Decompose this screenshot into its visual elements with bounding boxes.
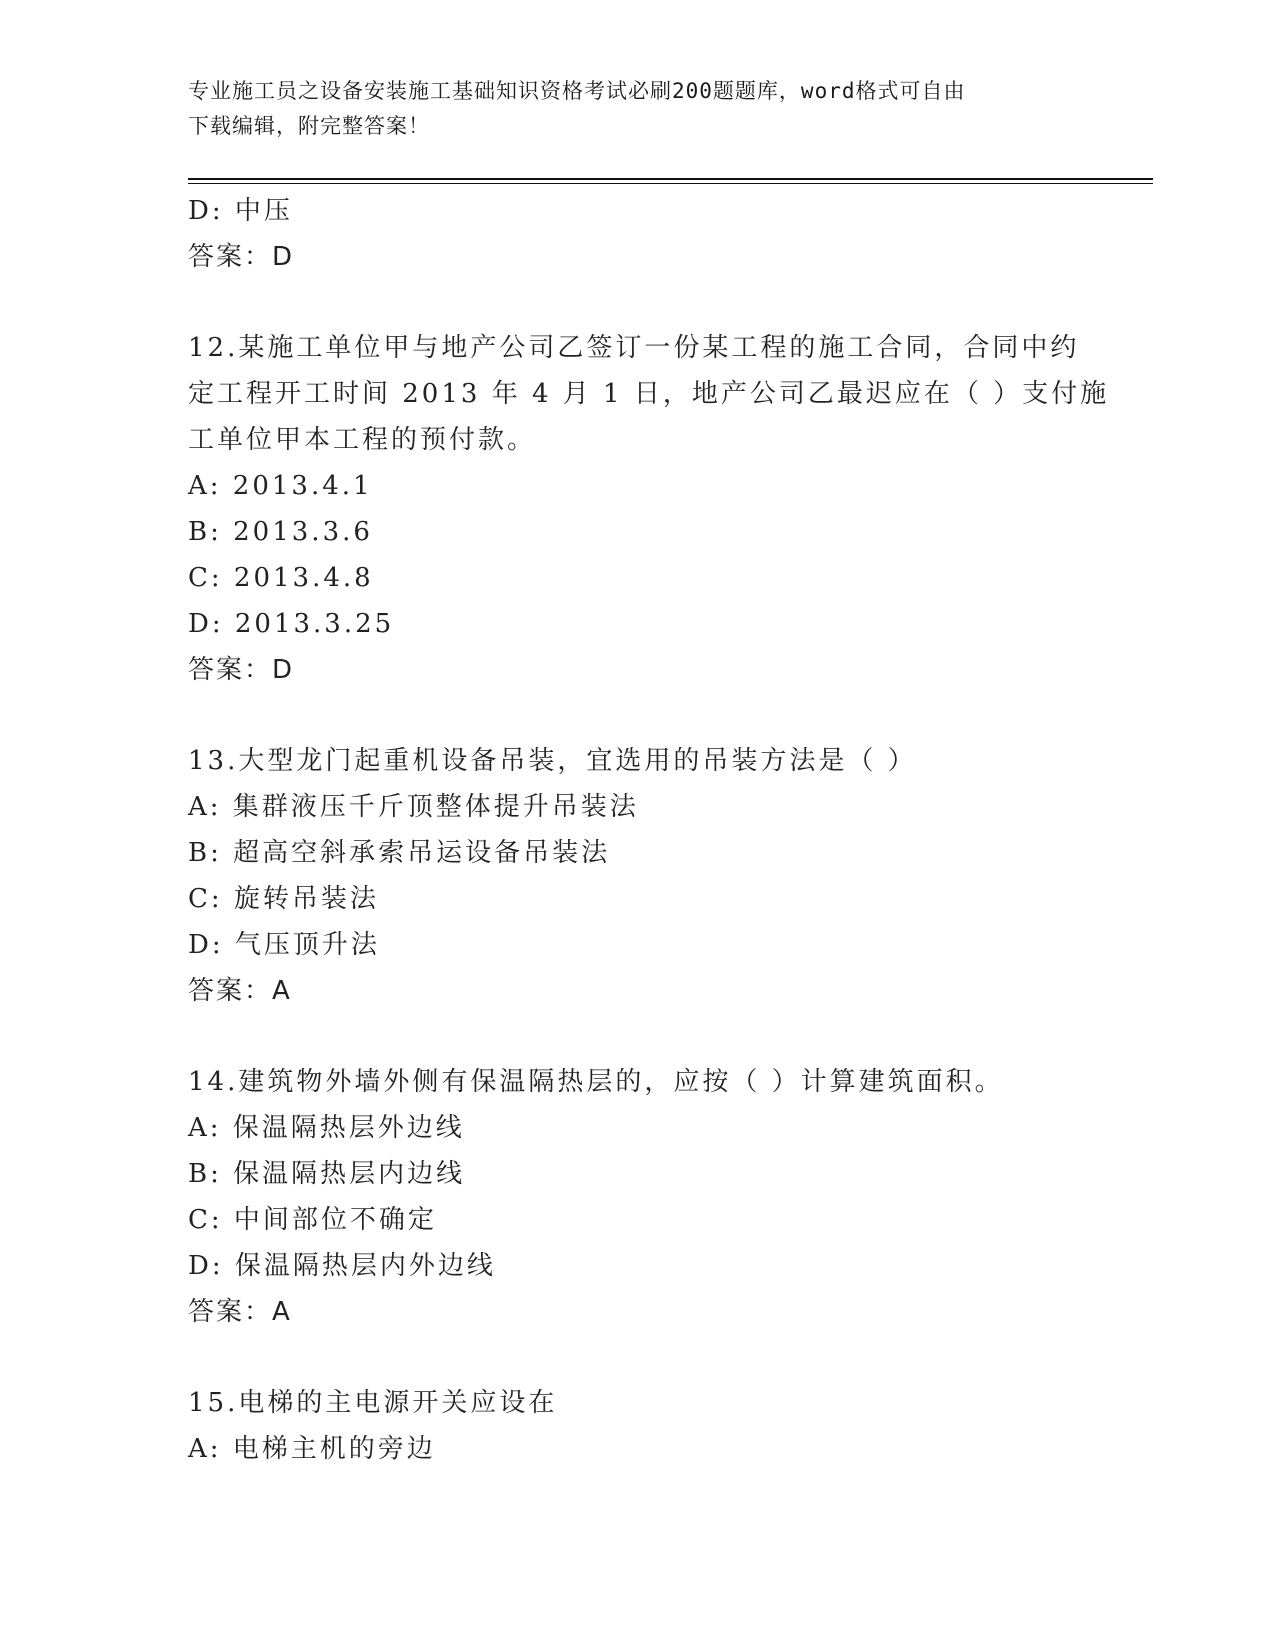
- document-header: [188, 74, 1088, 144]
- question-block-12: [188, 325, 1110, 693]
- spacer: [188, 280, 1088, 325]
- question-stem: 工单位甲本工程的预付款。: [188, 425, 537, 455]
- question-stem: 15.电梯的主电源开关应设在: [188, 1388, 558, 1418]
- option-a: A: 2013.4.1: [188, 471, 373, 501]
- header-title-line-1: 专业施工员之设备安装施工基础知识资格考试必刷200题题库，word格式可自由: [188, 79, 966, 103]
- question-block-15: [188, 1380, 1088, 1472]
- option-b: B: 保温隔热层内边线: [188, 1159, 466, 1189]
- question-stem: 定工程开工时间 2013 年 4 月 1 日，地产公司乙最迟应在（ ）支付施: [188, 379, 1110, 409]
- option-a: A: 电梯主机的旁边: [188, 1434, 436, 1464]
- question-block-13: [188, 738, 1088, 1014]
- option-d: D: 保温隔热层内外边线: [188, 1251, 496, 1281]
- question-stem: 13.大型龙门起重机设备吊装，宜选用的吊装方法是（ ）: [188, 746, 917, 776]
- option-a: A: 保温隔热层外边线: [188, 1113, 465, 1143]
- question-stem: 14.建筑物外墙外侧有保温隔热层的，应按（ ）计算建筑面积。: [188, 1067, 1004, 1097]
- option-d: D: 中压: [188, 196, 293, 226]
- header-rule-thick: [188, 178, 1153, 180]
- question-stem: 12.某施工单位甲与地产公司乙签订一份某工程的施工合同，合同中约: [188, 333, 1080, 363]
- answer-line: 答案：A: [188, 976, 292, 1006]
- option-a: A: 集群液压千斤顶整体提升吊装法: [188, 792, 639, 822]
- answer-line: 答案：D: [188, 242, 295, 272]
- answer-line: 答案：D: [188, 655, 295, 685]
- question-block-prev: [188, 188, 1088, 280]
- question-list: [188, 188, 1110, 1472]
- spacer: [188, 1014, 1088, 1059]
- option-c: C: 旋转吊装法: [188, 884, 379, 914]
- option-d: D: 气压顶升法: [188, 930, 380, 960]
- option-c: C: 2013.4.8: [188, 563, 374, 593]
- option-c: C: 中间部位不确定: [188, 1205, 437, 1235]
- answer-line: 答案：A: [188, 1297, 292, 1327]
- option-b: B: 超高空斜承索吊运设备吊装法: [188, 838, 611, 868]
- spacer: [188, 1335, 1088, 1380]
- option-b: B: 2013.3.6: [188, 517, 373, 547]
- header-rule-thin: [188, 183, 1153, 184]
- question-block-14: [188, 1059, 1088, 1335]
- option-d: D: 2013.3.25: [188, 609, 395, 639]
- header-title-line-2: 下载编辑，附完整答案！: [188, 114, 430, 138]
- spacer: [188, 693, 1088, 738]
